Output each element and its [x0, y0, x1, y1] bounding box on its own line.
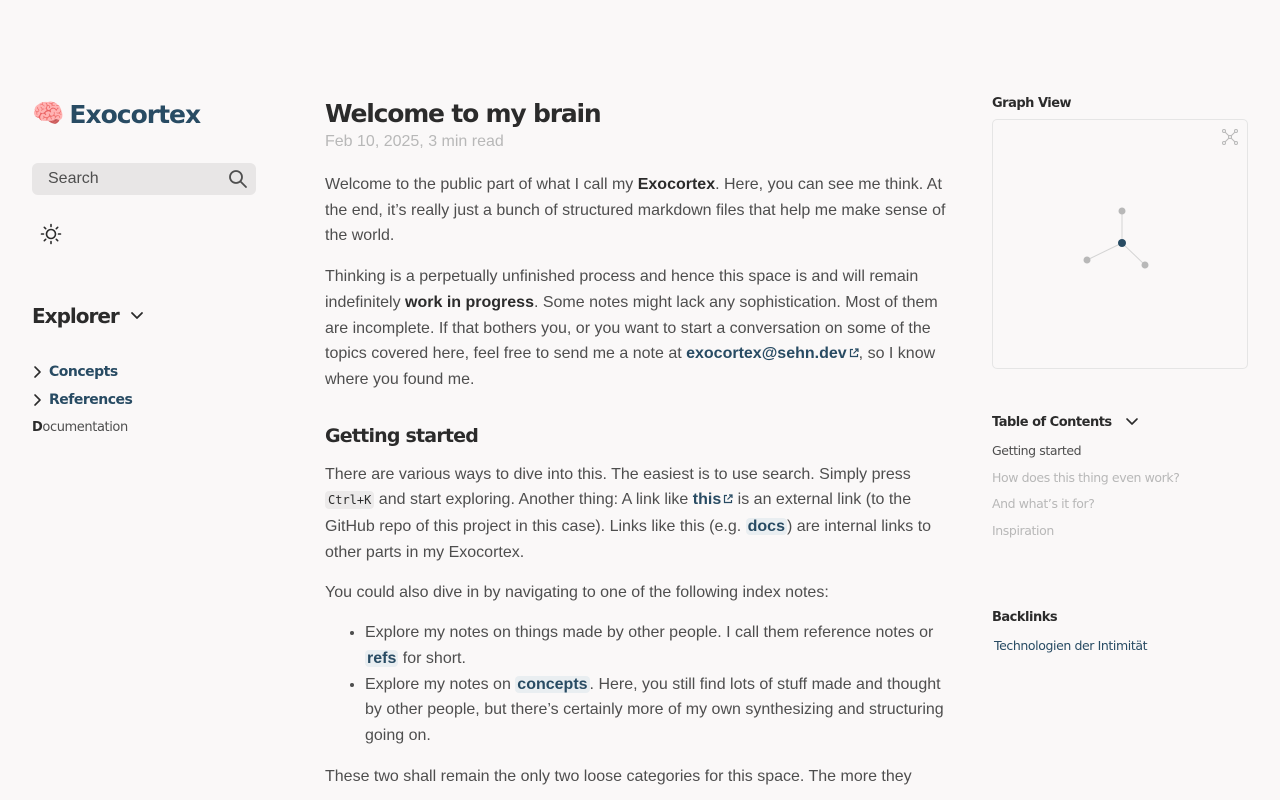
folder-concepts[interactable] — [32, 358, 256, 386]
graph-view[interactable] — [992, 119, 1248, 369]
search-button[interactable] — [32, 163, 256, 195]
keyboard-shortcut: Ctrl+K — [325, 491, 374, 509]
chevron-down-icon — [1124, 414, 1140, 430]
backlinks-title: Backlinks — [992, 609, 1058, 625]
concepts-link[interactable]: concepts — [517, 675, 588, 693]
index-list — [325, 620, 950, 749]
backlinks — [992, 610, 1248, 653]
sun-icon[interactable] — [40, 223, 62, 245]
file-documentation[interactable] — [32, 420, 256, 435]
chevron-down-icon — [129, 308, 145, 324]
section-heading: Getting started — [325, 424, 479, 447]
toc-title: Table of Contents — [992, 414, 1112, 430]
paragraph: There are various ways to dive into this. The easiest is to use search. Simply press Ctrl+K and start exploring. Another thing: A link like this is an external link (to the GitHub repo of this project in this case). Links like this (e.g. docs ) are internal links to other parts in my Exocortex. — [325, 465, 932, 561]
external-link-icon — [723, 494, 733, 504]
graph-canvas — [993, 120, 1247, 368]
github-link[interactable]: this — [693, 491, 733, 508]
file-initial: D — [32, 420, 43, 435]
paragraph: Welcome to the public part of what I call my Exocortex. Here, you can see me think. At the end, it’s really just a bunch of structured markdown files that help me make sense of the world. — [325, 176, 946, 245]
chevron-right-icon — [32, 365, 44, 379]
file-label: ocumentation — [42, 420, 128, 435]
article-content — [325, 172, 950, 789]
site-title: Exocortex — [69, 99, 201, 129]
list-item: • Explore my notes on things made by other people. I call them reference notes or refs for short. — [365, 620, 950, 671]
paragraph: These two shall remain the only two loose categories for this space. The more they — [325, 767, 912, 785]
brain-icon: 🧠 — [32, 99, 64, 129]
backlink-item[interactable]: Technologien der Intimität — [994, 637, 1148, 653]
explorer-title: Explorer — [32, 304, 119, 328]
toc-list — [992, 443, 1248, 550]
folder-label: References — [49, 392, 133, 408]
search-placeholder: Search — [48, 170, 99, 187]
graph-node — [1084, 257, 1091, 264]
toc-item[interactable]: And what’s it for? — [992, 496, 1095, 512]
graph-node-current — [1118, 239, 1126, 247]
page-title: Welcome to my brain — [325, 99, 601, 128]
left-sidebar — [32, 96, 256, 435]
refs-link[interactable]: refs — [367, 649, 397, 667]
email-link[interactable]: exocortex@sehn.dev — [686, 345, 859, 362]
graph-title: Graph View — [992, 96, 1072, 111]
paragraph: Thinking is a perpetually unfinished process and hence this space is and will remain indefinitely work in progress. Some notes might lack any sophistication. Most of them are incomplete. If that bothers you, or you want to start a conversation on some of the topics covered here, feel free to send me a note at exocortex@sehn.dev , so I know where you found me. — [325, 268, 938, 388]
toc-item[interactable]: How does this thing even work? — [992, 469, 1180, 485]
external-link-icon — [849, 348, 859, 358]
site-title-link[interactable] — [32, 96, 256, 132]
docs-link[interactable]: docs — [747, 518, 785, 536]
search-icon — [228, 169, 248, 189]
graph-node — [1119, 208, 1126, 215]
toc-item[interactable]: Getting started — [992, 443, 1082, 458]
toc-toggle[interactable] — [992, 414, 1248, 430]
chevron-right-icon — [32, 393, 44, 407]
article — [325, 96, 950, 789]
article-meta: Feb 10, 2025, 3 min read — [325, 133, 504, 150]
folder-references[interactable] — [32, 386, 256, 414]
folder-label: Concepts — [49, 364, 118, 380]
graph-node — [1142, 262, 1149, 269]
toc-item[interactable]: Inspiration — [992, 523, 1054, 539]
right-sidebar — [992, 96, 1248, 653]
paragraph: You could also dive in by navigating to one of the following index notes: — [325, 584, 829, 602]
explorer-toggle[interactable] — [32, 304, 256, 328]
list-item: • Explore my notes on concepts . Here, you still find lots of stuff made and thought by other people, but there’s certainly more of my own synthesizing and structuring going on. — [365, 672, 950, 749]
explorer-tree — [32, 358, 256, 435]
